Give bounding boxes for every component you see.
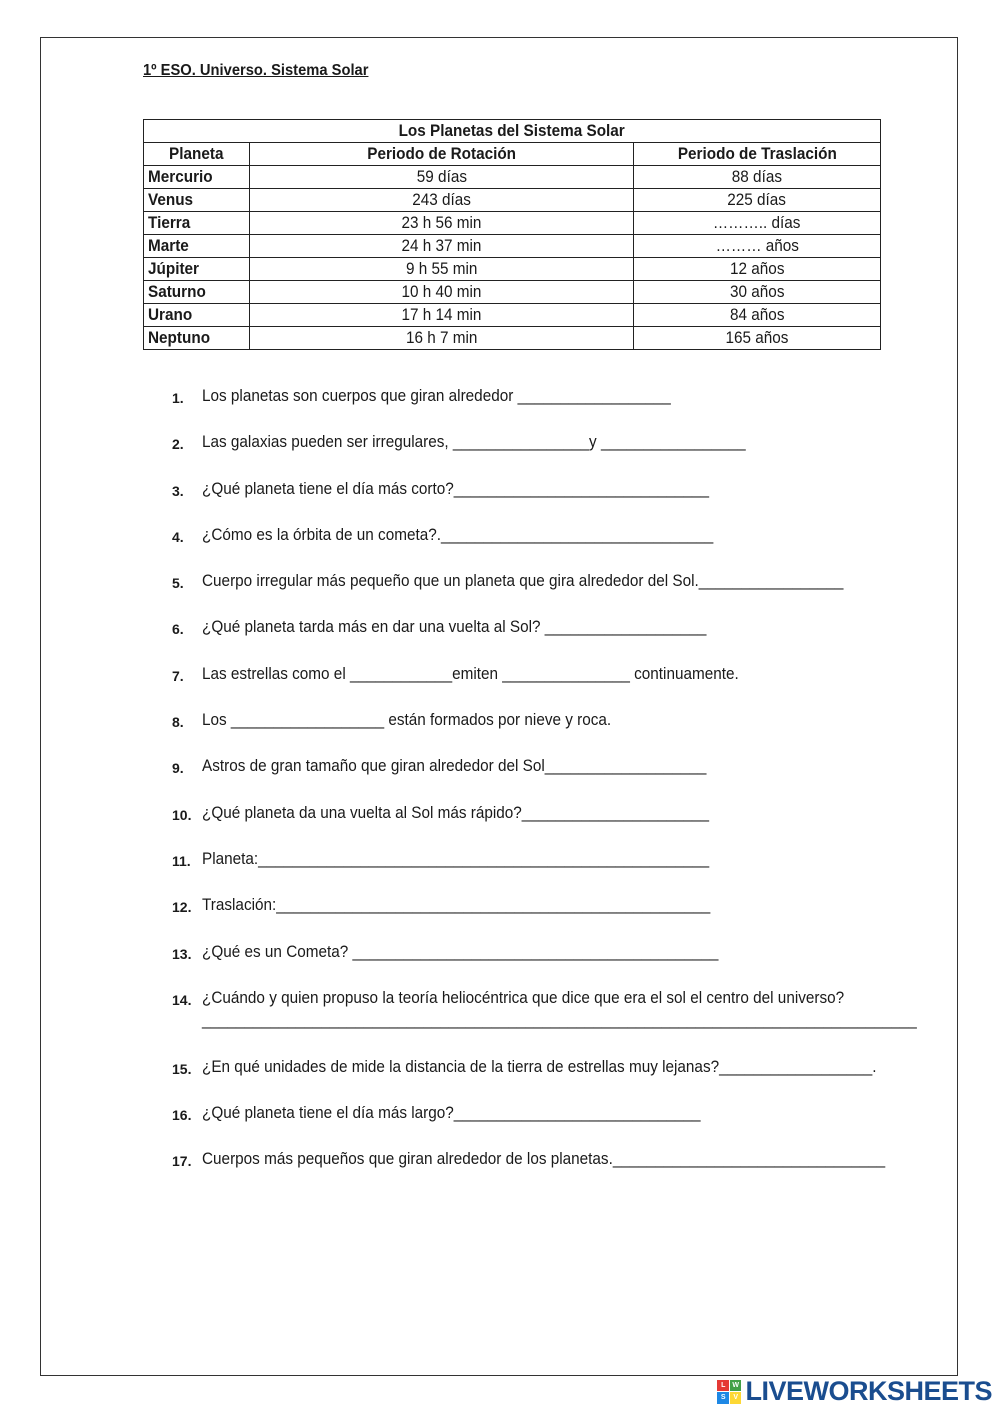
question-number: 14. [172,991,192,1008]
table-row [144,166,881,189]
rotation-value: 10 h 40 min [249,281,633,304]
logo-text: LIVEWORKSHEETS [745,1376,992,1406]
translation-value: 30 años [634,281,881,304]
question-item[interactable] [172,1057,932,1103]
liveworksheets-logo-icon: L W S V [717,1380,741,1404]
question-item[interactable] [172,479,932,525]
question-text: Las estrellas como el ____________emiten _______________ continuamente. [202,663,739,683]
question-number: 17. [172,1153,192,1170]
table-row [144,327,881,350]
question-text: Las galaxias pueden ser irregulares, ________________y _________________ [202,432,746,452]
question-text: Traslación:___________________________________________________ [202,895,711,915]
question-item[interactable] [172,525,932,571]
question-number: 3. [172,482,184,499]
table-row [144,304,881,327]
question-text: Astros de gran tamaño que giran alrededor del Sol___________________ [202,756,707,776]
question-item[interactable] [172,1103,932,1149]
question-item[interactable] [172,386,932,432]
planet-name: Venus [144,189,250,212]
question-item[interactable] [172,617,932,663]
question-number: 5. [172,575,184,592]
translation-value-blank[interactable]: ……… años [634,235,881,258]
header-planeta: Planeta [144,143,250,166]
question-text: Cuerpos más pequeños que giran alrededor de los planetas.________________________________ [202,1149,886,1169]
question-item[interactable] [172,756,932,802]
answer-line[interactable]: ____________________________________________________________________________________ [202,1009,917,1029]
rotation-value: 59 días [249,166,633,189]
rotation-value: 17 h 14 min [249,304,633,327]
question-item[interactable] [172,432,932,478]
table-row [144,258,881,281]
question-text: Planeta:_____________________________________________________ [202,848,710,868]
question-text: Los planetas son cuerpos que giran alrededor __________________ [202,386,671,405]
table-row [144,189,881,212]
question-number: 13. [172,945,192,962]
rotation-value: 243 días [249,189,633,212]
question-number: 9. [172,760,184,777]
rotation-value: 23 h 56 min [249,212,633,235]
table-caption: Los Planetas del Sistema Solar [144,120,881,143]
table-row [144,235,881,258]
translation-value: 225 días [634,189,881,212]
question-item[interactable] [172,942,932,988]
question-item[interactable] [172,849,932,895]
question-text: ¿Cuándo y quien propuso la teoría heliocéntrica que dice que era el sol el centro del universo? [202,987,845,1007]
planet-name: Urano [144,304,250,327]
rotation-value: 16 h 7 min [249,327,633,350]
question-number: 6. [172,621,184,638]
question-number: 7. [172,667,184,684]
question-number: 11. [172,852,191,869]
question-item[interactable] [172,988,932,1057]
liveworksheets-logo[interactable] [717,1376,992,1407]
question-number: 1. [172,390,184,406]
table-row [144,281,881,304]
question-number: 12. [172,899,192,916]
question-number: 16. [172,1107,192,1124]
question-item[interactable] [172,571,932,617]
question-number: 4. [172,528,184,545]
translation-value: 84 años [634,304,881,327]
translation-value: 165 años [634,327,881,350]
question-number: 15. [172,1060,192,1077]
question-text: Cuerpo irregular más pequeño que un planeta que gira alrededor del Sol._________________ [202,571,844,591]
question-text: ¿Qué planeta tarda más en dar una vuelta al Sol? ___________________ [202,617,707,637]
question-item[interactable] [172,803,932,849]
planet-name: Neptuno [144,327,250,350]
table-row [144,212,881,235]
document-title: 1º ESO. Universo. Sistema Solar [143,62,369,79]
rotation-value: 24 h 37 min [249,235,633,258]
planet-name: Mercurio [144,166,250,189]
question-number: 2. [172,436,184,453]
rotation-value: 9 h 55 min [249,258,633,281]
question-text: Los __________________ están formados por nieve y roca. [202,710,612,730]
translation-value-blank[interactable]: ……….. días [634,212,881,235]
question-text: ¿Qué planeta da una vuelta al Sol más rápido?______________________ [202,802,710,822]
question-list [172,386,932,1196]
question-text: ¿Qué es un Cometa? ___________________________________________ [202,941,719,961]
question-text: ¿Qué planeta tiene el día más corto?______________________________ [202,478,710,498]
question-item[interactable] [172,1149,932,1195]
question-text: ¿Cómo es la órbita de un cometa?.________________________________ [202,524,714,544]
question-number: 10. [172,806,192,823]
planet-name: Saturno [144,281,250,304]
question-item[interactable] [172,895,932,941]
translation-value: 12 años [634,258,881,281]
header-traslacion: Periodo de Traslación [634,143,881,166]
translation-value: 88 días [634,166,881,189]
question-text: ¿En qué unidades de mide la distancia de la tierra de estrellas muy lejanas?__________________. [202,1056,877,1076]
question-text: ¿Qué planeta tiene el día más largo?_____________________________ [202,1103,701,1123]
planet-name: Marte [144,235,250,258]
question-item[interactable] [172,710,932,756]
question-number: 8. [172,714,184,731]
question-item[interactable] [172,664,932,710]
planet-name: Tierra [144,212,250,235]
planet-name: Júpiter [144,258,250,281]
header-rotacion: Periodo de Rotación [249,143,633,166]
planets-table [143,119,881,350]
